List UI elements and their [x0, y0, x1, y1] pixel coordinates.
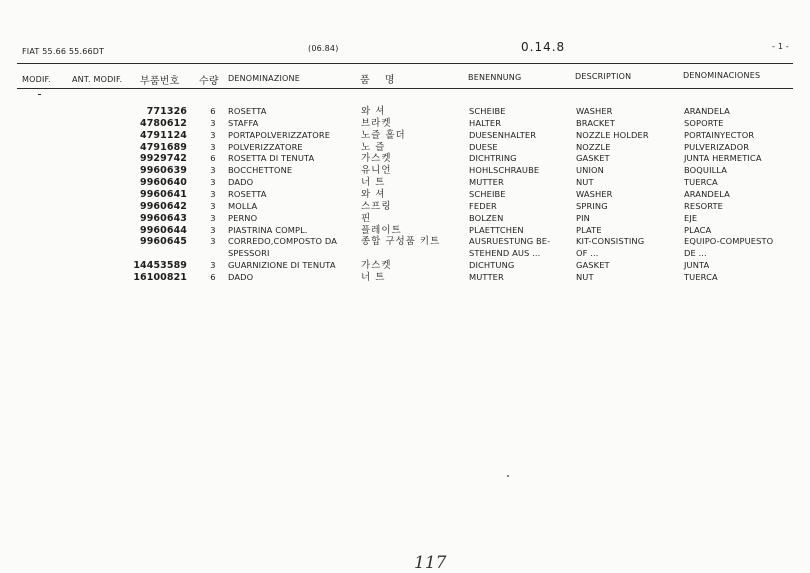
model-label: FIAT 55.66 55.66DT [22, 47, 105, 56]
part-number: 9960645 [140, 236, 187, 248]
part-number: 9960639 [140, 165, 187, 177]
handwritten-page-number: 117 [414, 553, 447, 573]
denominazione-it: PORTAPOLVERIZZATORE [228, 129, 331, 140]
denominacion-es: DE ... [684, 248, 707, 259]
denominazione-it: CORREDO,COMPOSTO DA [228, 236, 337, 247]
description-en: BRACKET [576, 117, 615, 128]
benennung-de: DICHTRING [469, 153, 517, 164]
col-modif: MODIF. [22, 75, 51, 84]
denominazione-it: SPESSORI [228, 248, 270, 259]
benennung-de: PLAETTCHEN [469, 224, 524, 235]
col-qty-ko: 수량 [199, 76, 219, 87]
quantity: 3 [210, 141, 216, 152]
benennung-de: AUSRUESTUNG BE- [469, 236, 551, 247]
name-ko: 플레이트 [361, 224, 402, 236]
name-ko: 핀 [361, 212, 372, 224]
part-number: 9960644 [140, 224, 187, 236]
edition-date: (06.84) [308, 44, 339, 53]
col-ant-modif: ANT. MODIF. [72, 75, 123, 84]
description-en: GASKET [576, 260, 610, 271]
part-number: 9960642 [140, 200, 187, 212]
denominazione-it: ROSETTA [228, 188, 267, 199]
denominacion-es: ARANDELA [684, 188, 730, 199]
description-en: PLATE [576, 224, 602, 235]
name-ko: 너 트 [361, 271, 386, 283]
part-number: 4791689 [140, 141, 187, 153]
denominacion-es: RESORTE [684, 200, 723, 211]
part-number: 9960643 [140, 212, 187, 224]
col-description: DESCRIPTION [575, 72, 632, 81]
name-ko: 가스켓 [361, 153, 392, 165]
denominazione-it: PERNO [228, 212, 258, 223]
description-en: WASHER [576, 106, 613, 116]
scan-speck [507, 475, 509, 477]
quantity: 3 [210, 212, 216, 223]
description-en: NOZZLE HOLDER [576, 129, 649, 140]
part-number: 14453589 [133, 260, 187, 272]
denominazione-it: ROSETTA [228, 106, 267, 116]
description-en: WASHER [576, 188, 613, 199]
part-number: 4780612 [140, 117, 187, 129]
benennung-de: DICHTUNG [469, 260, 515, 271]
part-number: 9960641 [140, 188, 187, 200]
name-ko: 가스켓 [361, 260, 392, 272]
benennung-de: DUESE [469, 141, 498, 152]
denominazione-it: STAFFA [228, 117, 259, 128]
benennung-de: FEDER [469, 200, 497, 211]
denominacion-es: ARANDELA [684, 106, 730, 116]
denominacion-es: EJE [684, 212, 698, 223]
denominazione-it: DADO [228, 271, 254, 282]
quantity: 3 [210, 129, 216, 140]
denominazione-it: PIASTRINA COMPL. [228, 224, 308, 235]
description-en: NOZZLE [576, 141, 611, 152]
quantity: 6 [210, 106, 216, 116]
part-number: 9929742 [140, 153, 187, 165]
denominacion-es: EQUIPO-COMPUESTO [684, 236, 774, 247]
part-number: 4791124 [140, 129, 187, 141]
col-name-ko: 품 명 [360, 75, 401, 86]
name-ko: 노 즐 [361, 141, 386, 153]
denominacion-es: SOPORTE [684, 117, 724, 128]
denominacion-es: PLACA [684, 224, 712, 235]
name-ko: 와 셔 [361, 188, 386, 200]
benennung-de: MUTTER [469, 177, 504, 188]
description-en: SPRING [576, 200, 608, 211]
quantity: 6 [210, 153, 216, 164]
description-en: NUT [576, 271, 594, 282]
benennung-de: DUESENHALTER [469, 129, 537, 140]
header-top-rule [17, 63, 793, 64]
quantity: 3 [210, 165, 216, 176]
denominazione-it: MOLLA [228, 200, 258, 211]
quantity: 3 [210, 177, 216, 188]
col-part-no-ko: 부품번호 [140, 76, 180, 87]
denominazione-it: GUARNIZIONE DI TENUTA [228, 260, 336, 271]
quantity: 3 [210, 224, 216, 235]
benennung-de: HOHLSCHRAUBE [469, 165, 540, 176]
part-number: 9960640 [140, 177, 187, 189]
benennung-de: SCHEIBE [469, 188, 506, 199]
col-denominazione: DENOMINAZIONE [228, 74, 300, 83]
col-denominaciones: DENOMINACIONES [683, 71, 761, 80]
denominacion-es: JUNTA [684, 260, 710, 271]
part-number: 16100821 [133, 271, 187, 283]
denominazione-it: ROSETTA DI TENUTA [228, 153, 315, 164]
benennung-de: HALTER [469, 117, 502, 128]
description-en: GASKET [576, 153, 610, 164]
denominazione-it: DADO [228, 177, 254, 188]
description-en: UNION [576, 165, 604, 176]
name-ko: 유니언 [361, 165, 392, 177]
description-en: NUT [576, 177, 594, 188]
benennung-de: MUTTER [469, 271, 504, 282]
description-en: OF ... [576, 248, 599, 259]
denominacion-es: JUNTA HERMETICA [684, 153, 762, 164]
name-ko: 스프링 [361, 200, 392, 212]
quantity: 6 [210, 271, 216, 282]
description-en: PIN [576, 212, 590, 223]
modif-tick [38, 94, 41, 95]
part-number: 771326 [146, 106, 187, 117]
benennung-de: SCHEIBE [469, 106, 506, 116]
name-ko: 노즐 홀더 [361, 129, 406, 141]
denominacion-es: PULVERIZADOR [684, 141, 750, 152]
quantity: 3 [210, 117, 216, 128]
denominacion-es: PORTAINYECTOR [684, 129, 755, 140]
page-number: - 1 - [772, 42, 789, 51]
denominacion-es: TUERCA [684, 271, 718, 282]
denominacion-es: BOQUILLA [684, 165, 728, 176]
denominacion-es: TUERCA [684, 177, 718, 188]
benennung-de: BOLZEN [469, 212, 504, 223]
name-ko: 너 트 [361, 177, 386, 189]
quantity: 3 [210, 188, 216, 199]
quantity: 3 [210, 200, 216, 211]
name-ko: 종합 구성품 키트 [361, 236, 441, 248]
denominazione-it: POLVERIZZATORE [228, 141, 303, 152]
section-number: 0.14.8 [521, 40, 566, 54]
quantity: 3 [210, 236, 216, 247]
header-bottom-rule [17, 88, 793, 89]
denominazione-it: BOCCHETTONE [228, 165, 293, 176]
name-ko: 와 셔 [361, 106, 386, 117]
col-benennung: BENENNUNG [468, 73, 522, 82]
benennung-de: STEHEND AUS ... [469, 248, 541, 259]
quantity: 3 [210, 260, 216, 271]
description-en: KIT-CONSISTING [576, 236, 645, 247]
name-ko: 브라켓 [361, 117, 392, 129]
